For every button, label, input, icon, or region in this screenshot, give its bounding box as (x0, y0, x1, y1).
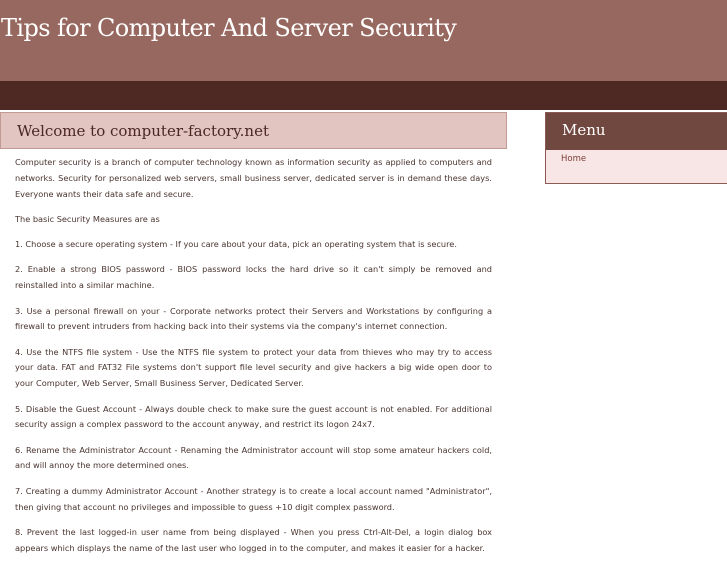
paragraph: 7. Creating a dummy Administrator Account - Another strategy is to create a local account named "Administrator", then giving that account no privileges and impossible to guess +10 digit complex password. (15, 485, 492, 512)
site-title: Tips for Computer And Server Security (1, 14, 457, 42)
sidebar-menu (545, 112, 727, 184)
site-header (0, 0, 727, 81)
menu-header (546, 113, 727, 150)
paragraph: 5. Disable the Guest Account - Always double check to make sure the guest account is not enabled. For additional security assign a complex password to the account anyway, and restrict its logon 24x7. (15, 403, 492, 430)
nav-bar (0, 81, 727, 110)
menu-title: Menu (562, 121, 606, 139)
paragraph: The basic Security Measures are as (15, 213, 160, 224)
paragraph: 2. Enable a strong BIOS password - BIOS password locks the hard drive so it can't simply be removed and reinstalled into a similar machine. (15, 264, 492, 291)
paragraph: 8. Prevent the last logged-in user name from being displayed - When you press Ctrl-Alt-Del, a login dialog box appears which displays the name of the last user who logged in to the computer, and makes it easier for a hacker. (15, 526, 492, 553)
paragraph: Computer security is a branch of computer technology known as information security as applied to computers and networks. Security for personalized web servers, small business server, dedicated server is in demand these days. Everyone wants their data safe and secure. (15, 157, 492, 199)
paragraph: 4. Use the NTFS file system - Use the NTFS file system to protect your data from thieves who may try to access your data. FAT and FAT32 File systems don't support file level security and give hackers a big wide open door to your Computer, Web Server, Small Business Server, Dedicated Server. (15, 346, 492, 389)
menu-item-home[interactable]: Home (561, 154, 587, 164)
welcome-banner (0, 112, 507, 149)
paragraph: 1. Choose a secure operating system - If you care about your data, pick an operating system that is secure. (15, 239, 457, 250)
page-title: Welcome to computer-factory.net (17, 122, 269, 140)
paragraph: 6. Rename the Administrator Account - Renaming the Administrator account will stop some amateur hackers cold, and will annoy the more determined ones. (15, 444, 492, 471)
article-content (15, 155, 492, 566)
paragraph: 3. Use a personal firewall on your - Corporate networks protect their Servers and Workstations by configuring a firewall to prevent intruders from hacking back into their systems via the company's internet connection. (15, 305, 492, 332)
